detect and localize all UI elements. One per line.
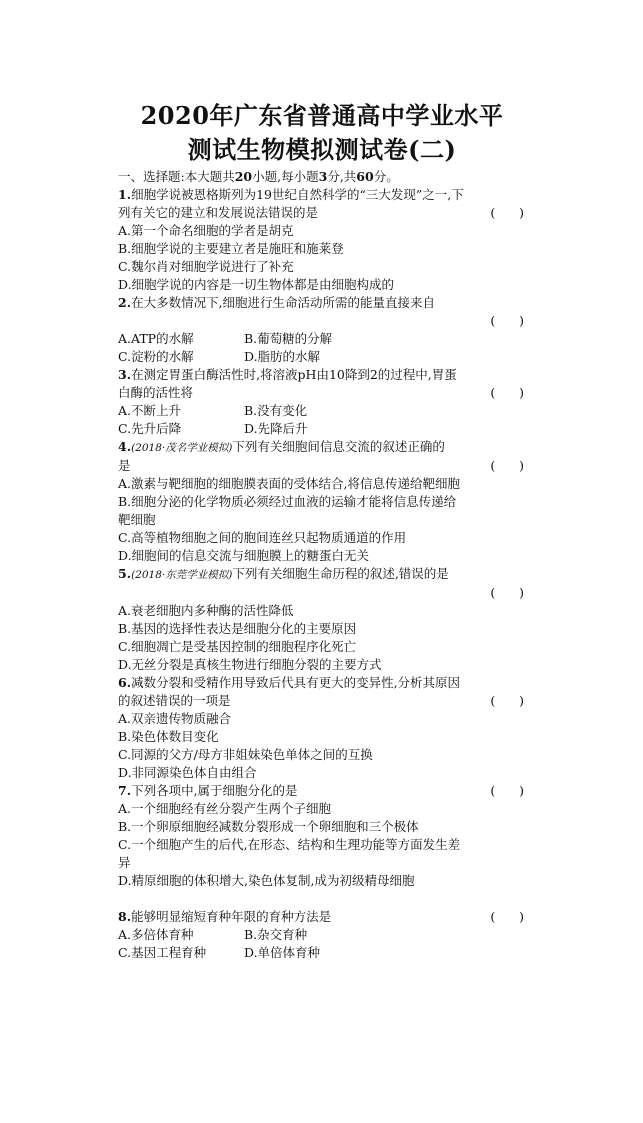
- option-a: A.ATP的水解: [118, 331, 194, 346]
- option-d: D.精原细胞的体积增大,染色体复制,成为初级精母细胞: [118, 873, 415, 888]
- option-c-cont: 异: [118, 855, 131, 870]
- answer-blank[interactable]: ( ): [490, 585, 524, 600]
- option-b: B.基因的选择性表达是细胞分化的主要原因: [118, 621, 357, 636]
- option-c: C.基因工程育种: [118, 945, 207, 960]
- question-4: 4.(2018·茂名学业模拟)下列有关细胞间信息交流的叙述正确的 是 ( ) A.激素与靶细胞的细胞膜表面的受体结合,将信息传递给靶细胞 B.细胞分泌的化学物质必须经过血液的运输才能将信息传递给 靶细胞 C.高等植物细胞之间的胞间连丝只起物质通道的作用 D.细胞间的信息交流与细胞膜上的糖蛋白无关: [118, 439, 524, 563]
- option-c: C.高等植物细胞之间的胞间连丝只起物质通道的作用: [118, 530, 407, 545]
- question-8: 8.能够明显缩短育种年限的育种方法是 ( ) A.多倍体育种 B.杂交育种 C.基因工程育种 D.单倍体育种: [118, 909, 524, 960]
- option-d: D.细胞学说的内容是一切生物体都是由细胞构成的: [118, 277, 395, 292]
- option-d: D.无丝分裂是真核生物进行细胞分裂的主要方式: [118, 657, 382, 672]
- option-b: B.一个卵原细胞经减数分裂形成一个卵细胞和三个极体: [118, 819, 419, 834]
- option-b: B.细胞分泌的化学物质必须经过血液的运输才能将信息传递给: [118, 494, 457, 509]
- option-c: C.一个细胞产生的后代,在形态、结构和生理功能等方面发生差: [118, 837, 461, 852]
- option-c: C.淀粉的水解: [118, 349, 194, 364]
- option-b-cont: 靶细胞: [118, 512, 156, 527]
- option-a: A.不断上升: [118, 403, 182, 418]
- option-b: B.细胞学说的主要建立者是施旺和施莱登: [118, 241, 344, 256]
- answer-blank[interactable]: ( ): [490, 313, 524, 328]
- option-d: D.非同源染色体自由组合: [118, 765, 257, 780]
- question-6: 6.减数分裂和受精作用导致后代具有更大的变异性,分析其原因 的叙述错误的一项是 ( ) A.双亲遗传物质融合 B.染色体数目变化 C.同源的父方/母方非姐妹染色单体之间的互换 D.非同源染色体自由组合: [118, 675, 524, 780]
- question-5: 5.(2018·东莞学业模拟)下列有关细胞生命历程的叙述,错误的是 ( ) A.衰老细胞内多种酶的活性降低 B.基因的选择性表达是细胞分化的主要原因 C.细胞凋亡是受基因控制的细胞程序化死亡 D.无丝分裂是真核生物进行细胞分裂的主要方式: [118, 566, 524, 672]
- option-b: B.没有变化: [244, 403, 308, 418]
- answer-blank[interactable]: ( ): [490, 693, 524, 708]
- option-d: D.脂肪的水解: [244, 349, 321, 364]
- option-d: D.单倍体育种: [244, 945, 321, 960]
- option-c: C.细胞凋亡是受基因控制的细胞程序化死亡: [118, 639, 357, 654]
- option-b: B.葡萄糖的分解: [244, 331, 333, 346]
- answer-blank[interactable]: ( ): [490, 385, 524, 400]
- answer-blank[interactable]: ( ): [490, 205, 524, 220]
- option-b: B.杂交育种: [244, 927, 308, 942]
- answer-blank[interactable]: ( ): [490, 909, 524, 924]
- question-3: 3.在测定胃蛋白酶活性时,将溶液pH由10降到2的过程中,胃蛋 白酶的活性将 ( ) A.不断上升 B.没有变化 C.先升后降 D.先降后升: [118, 367, 524, 436]
- option-b: B.染色体数目变化: [118, 729, 219, 744]
- answer-blank[interactable]: ( ): [490, 783, 524, 798]
- option-c: C.同源的父方/母方非姐妹染色单体之间的互换: [118, 747, 373, 762]
- exam-page: [118, 100, 526, 962]
- section-header: 一、选择题:本大题共20小题,每小题3分,共60分。: [118, 169, 399, 184]
- option-a: A.激素与靶细胞的细胞膜表面的受体结合,将信息传递给靶细胞: [118, 476, 460, 491]
- question-2: 2.在大多数情况下,细胞进行生命活动所需的能量直接来自 ( ) A.ATP的水解 B.葡萄糖的分解 C.淀粉的水解 D.脂肪的水解: [118, 295, 524, 364]
- option-c: C.先升后降: [118, 421, 182, 436]
- answer-blank[interactable]: ( ): [490, 458, 524, 473]
- option-a: A.衰老细胞内多种酶的活性降低: [118, 603, 294, 618]
- option-a: A.双亲遗传物质融合: [118, 711, 232, 726]
- question-source: (2018·茂名学业模拟): [131, 442, 233, 454]
- question-source: (2018·东莞学业模拟): [131, 569, 233, 581]
- question-7: 7.下列各项中,属于细胞分化的是 ( ) A.一个细胞经有丝分裂产生两个子细胞 B.一个卵原细胞经减数分裂形成一个卵细胞和三个极体 C.一个细胞产生的后代,在形态、结构和生理功能等方面发生差 异 D.精原细胞的体积增大,染色体复制,成为初级精母细胞: [118, 783, 524, 888]
- option-d: D.先降后升: [244, 421, 308, 436]
- exam-title-line2: 测试生物模拟测试卷(二): [187, 135, 457, 164]
- option-a: A.第一个命名细胞的学者是胡克: [118, 223, 294, 238]
- exam-title-line1: 2020年广东省普通高中学业水平: [140, 101, 504, 130]
- option-a: A.一个细胞经有丝分裂产生两个子细胞: [118, 801, 332, 816]
- option-d: D.细胞间的信息交流与细胞膜上的糖蛋白无关: [118, 548, 370, 563]
- option-a: A.多倍体育种: [118, 927, 194, 942]
- option-c: C.魏尔肖对细胞学说进行了补充: [118, 259, 294, 274]
- question-1: 1.细胞学说被恩格斯列为19世纪自然科学的“三大发现”之一,下 列有关它的建立和发展说法错误的是 ( ) A.第一个命名细胞的学者是胡克 B.细胞学说的主要建立者是施旺和施莱登 C.魏尔肖对细胞学说进行了补充 D.细胞学说的内容是一切生物体都是由细胞构成的: [118, 187, 524, 292]
